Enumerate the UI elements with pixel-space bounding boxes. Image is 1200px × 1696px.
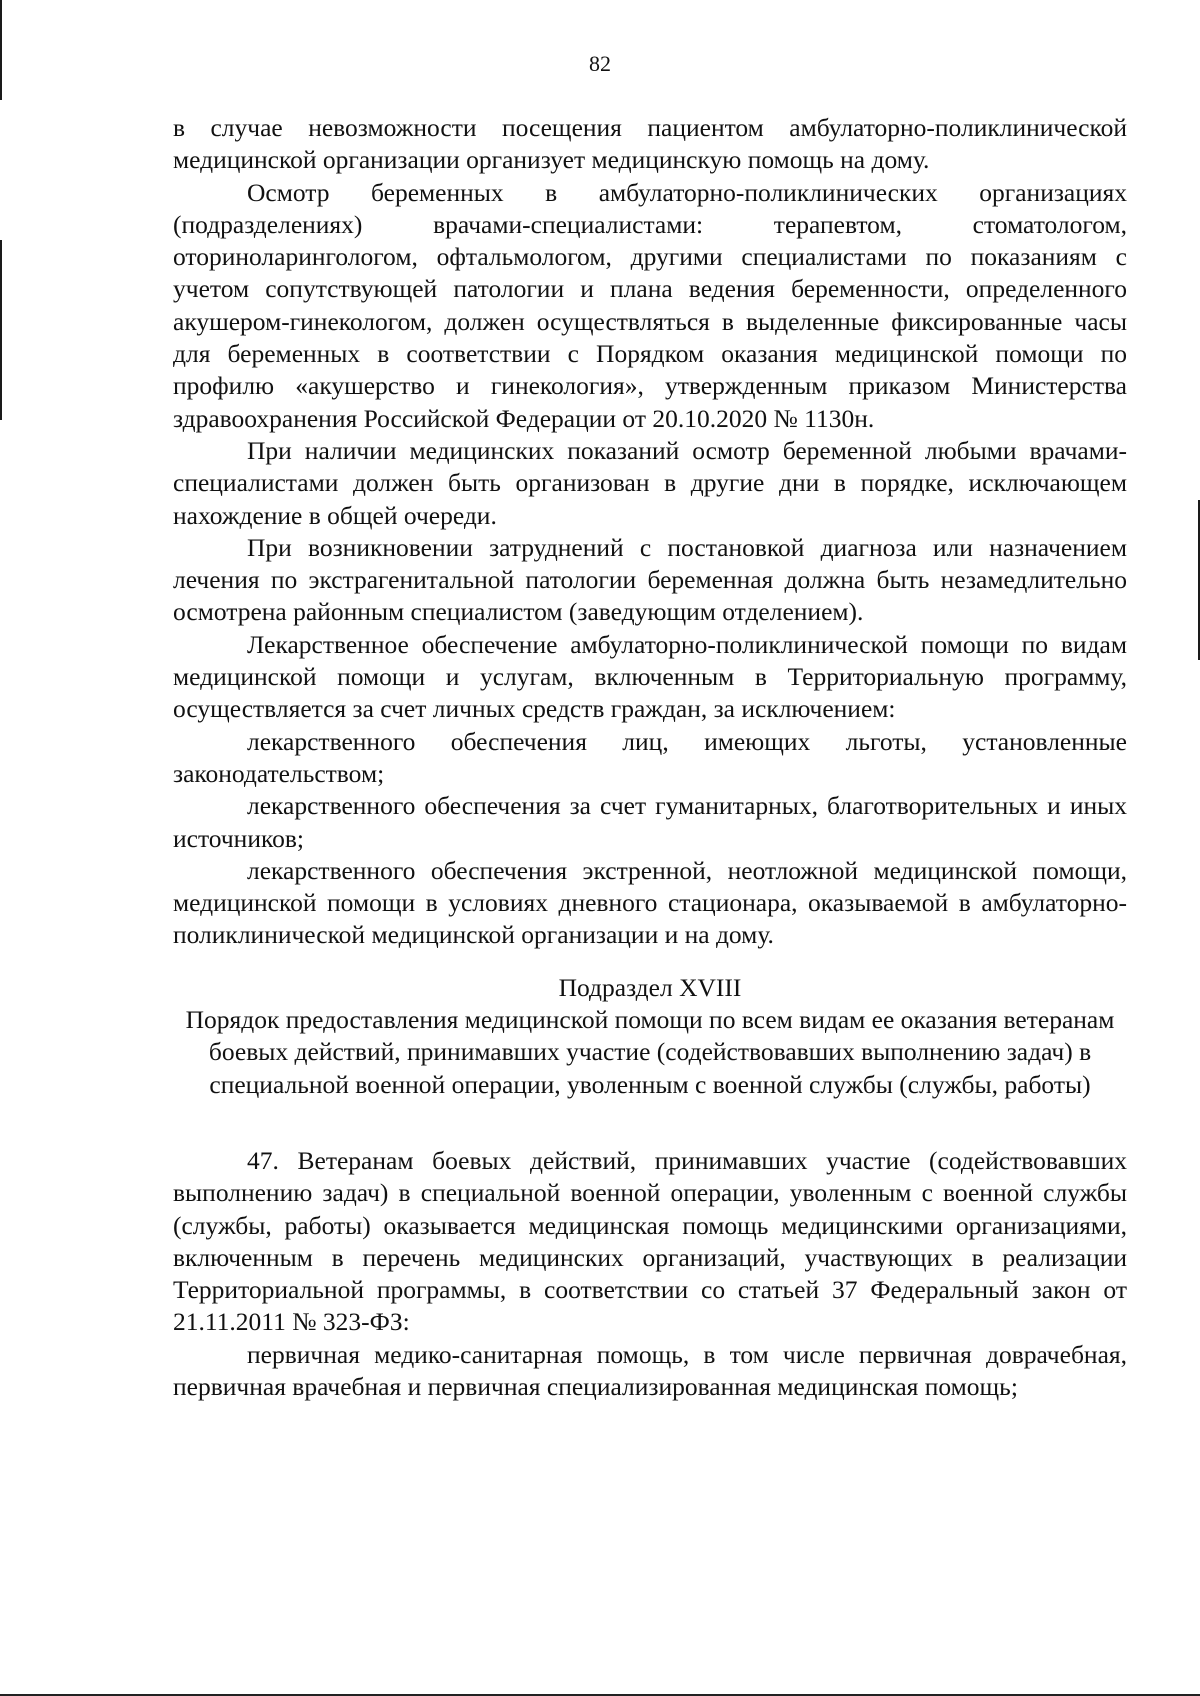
paragraph-diagnosis-difficulties: При возникновении затруднений с постановкой диагноза или назначением лечения по экстрагенитальной патологии беременная должна быть незамедлительно осмотрена районным специалистом (заведующим отделением). <box>173 532 1127 627</box>
page-number: 82 <box>589 51 611 76</box>
paragraph-home-care: в случае невозможности посещения пациентом амбулаторно-поликлинической медицинской организации организует медицинскую помощь на дому. <box>173 113 1127 175</box>
paragraph-primary-care: первичная медико-санитарная помощь, в том числе первичная доврачебная, первичная врачебная и первичная специализированная медицинская помощь; <box>173 1339 1127 1401</box>
paragraph-47-veterans: 47. Ветеранам боевых действий, принимавших участие (содействовавших выполнению задач) в специальной военной операции, уволенным с военной службы (службы, работы) оказывается медицинская помощь медицинскими организациями, включенным в перечень медицинских организаций, участвующих в реализации Территориальной программы, в соответствии со статьей 37 Федеральный закон от 21.11.2011 № 323-ФЗ: <box>173 1145 1127 1337</box>
scan-edge-left-lower <box>0 240 2 420</box>
paragraph-charity-sources: лекарственного обеспечения за счет гуманитарных, благотворительных и иных источников; <box>173 791 1127 853</box>
section-label: Подраздел XVIII <box>558 972 742 1002</box>
section-gap <box>173 1101 1127 1145</box>
paragraph-medical-indications: При наличии медицинских показаний осмотр беременной любыми врачами-специалистами должен быть организован в другие дни в порядке, исключающем нахождение в общей очереди. <box>173 435 1127 530</box>
paragraph-drug-provision: Лекарственное обеспечение амбулаторно-поликлинической помощи по видам медицинской помощи и услугам, включенным в Территориальную программу, осуществляется за счет личных средств граждан, за исключением: <box>173 629 1127 724</box>
document-body <box>173 112 1127 1403</box>
paragraph-emergency-drugs: лекарственного обеспечения экстренной, неотложной медицинской помощи, медицинской помощи в условиях дневного стационара, оказываемой в амбулаторно-поликлинической медицинской организации и на дому. <box>173 855 1127 950</box>
paragraph-pregnant-examination: Осмотр беременных в амбулаторно-поликлинических организациях (подразделениях) врачами-специалистами: терапевтом, стоматологом, оториноларингологом, офтальмологом, другими специалистами по показаниям с учетом сопутствующей патологии и плана ведения беременности, определенного акушером-гинекологом, должен осуществляться в выделенные фиксированные часы для беременных в соответствии с Порядком оказания медицинской помощи по профилю «акушерство и гинекология», утвержденным приказом Министерства здравоохранения Российской Федерации от 20.10.2020 № 1130н. <box>173 177 1127 433</box>
section-title: Порядок предоставления медицинской помощи по всем видам ее оказания ветеранам боевых действий, принимавших участие (содействовавших выполнению задач) в специальной военной операции, уволенным с военной службы (службы, работы) <box>185 1005 1115 1099</box>
paragraph-beneficiaries: лекарственного обеспечения лиц, имеющих льготы, установленные законодательством; <box>173 726 1127 788</box>
